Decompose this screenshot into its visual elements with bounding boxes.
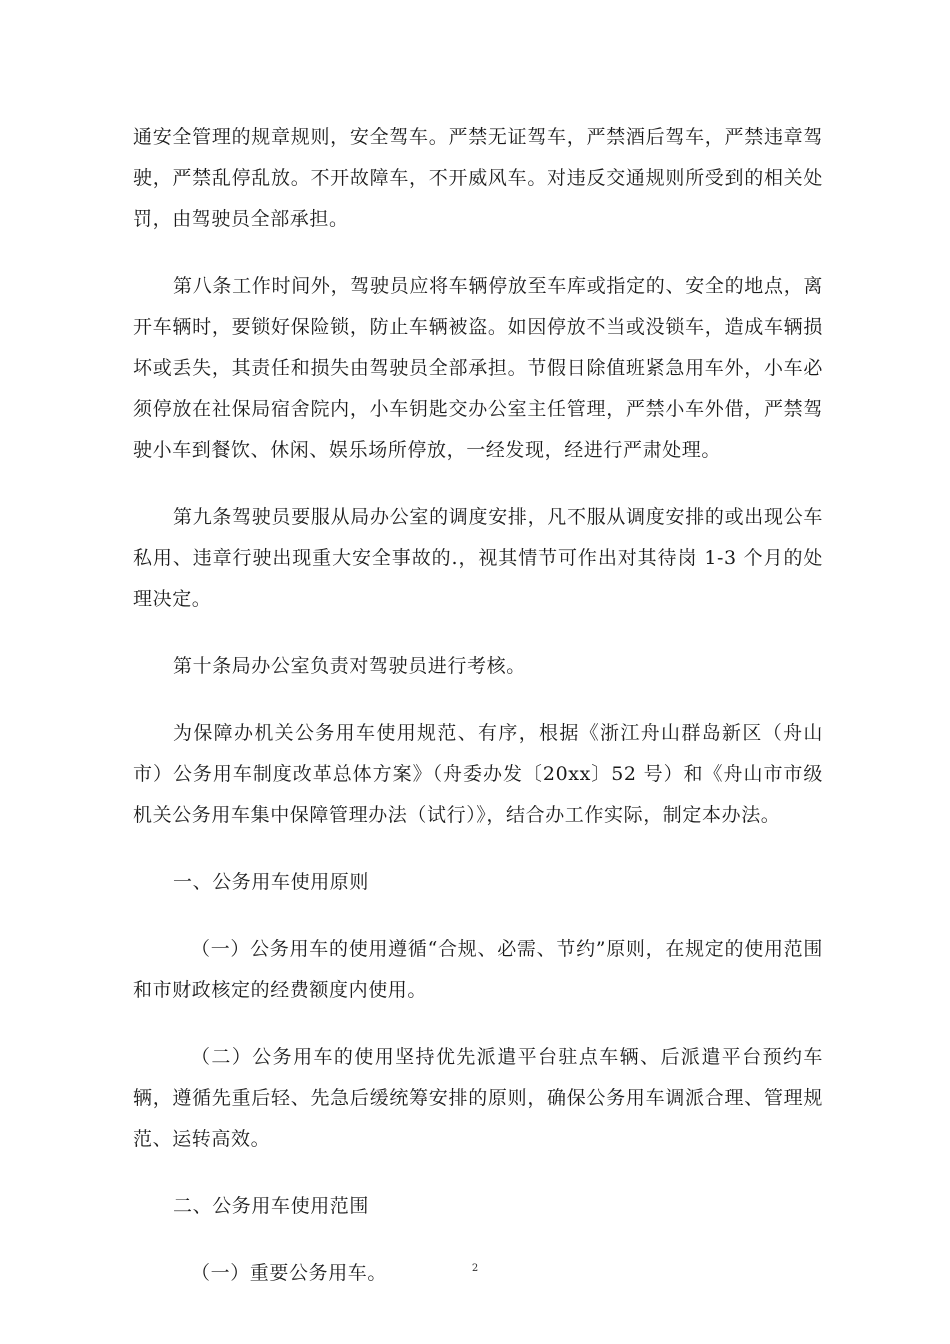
page-number: 2 <box>471 1263 479 1274</box>
section-heading-principles: 一、公务用车使用原则 <box>173 871 370 893</box>
paragraph-traffic-rules: 通安全管理的规章规则，安全驾车。严禁无证驾车，严禁酒后驾车，严禁违章驾驶，严禁乱停乱放。不开故障车，不开威风车。对违反交通规则所受到的相关处罚，由驾驶员全部承担。 <box>133 126 823 230</box>
document-body <box>133 117 823 1320</box>
paragraph-article-8: 第八条工作时间外，驾驶员应将车辆停放至车库或指定的、安全的地点，离开车辆时，要锁好保险锁，防止车辆被盗。如因停放不当或没锁车，造成车辆损坏或丢失，其责任和损失由驾驶员全部承担。节假日除值班紧急用车外，小车必须停放在社保局宿舍院内，小车钥匙交办公室主任管理，严禁小车外借，严禁驾驶小车到餐饮、休闲、娱乐场所停放，一经发现，经进行严肃处理。 <box>133 275 823 461</box>
paragraph-principle-1: （一）公务用车的使用遵循“合规、必需、节约”原则，在规定的使用范围和市财政核定的经费额度内使用。 <box>133 938 823 1001</box>
paragraph-principle-2: （二）公务用车的使用坚持优先派遣平台驻点车辆、后派遣平台预约车辆，遵循先重后轻、先急后缓统筹安排的原则，确保公务用车调派合理、管理规范、运转高效。 <box>133 1046 823 1150</box>
paragraph-preamble: 为保障办机关公务用车使用规范、有序，根据《浙江舟山群岛新区（舟山市）公务用车制度改革总体方案》（舟委办发〔20xx〕52 号）和《舟山市市级机关公务用车集中保障管理办法（试行）》，结合办工作实际，制定本办法。 <box>133 722 823 826</box>
paragraph-article-10: 第十条局办公室负责对驾驶员进行考核。 <box>173 655 526 677</box>
section-heading-scope: 二、公务用车使用范围 <box>173 1195 370 1217</box>
paragraph-scope-1: （一）重要公务用车。 <box>191 1262 388 1284</box>
paragraph-article-9: 第九条驾驶员要服从局办公室的调度安排，凡不服从调度安排的或出现公车私用、违章行驶出现重大安全事故的.，视其情节可作出对其待岗 1-3 个月的处理决定。 <box>133 506 823 610</box>
